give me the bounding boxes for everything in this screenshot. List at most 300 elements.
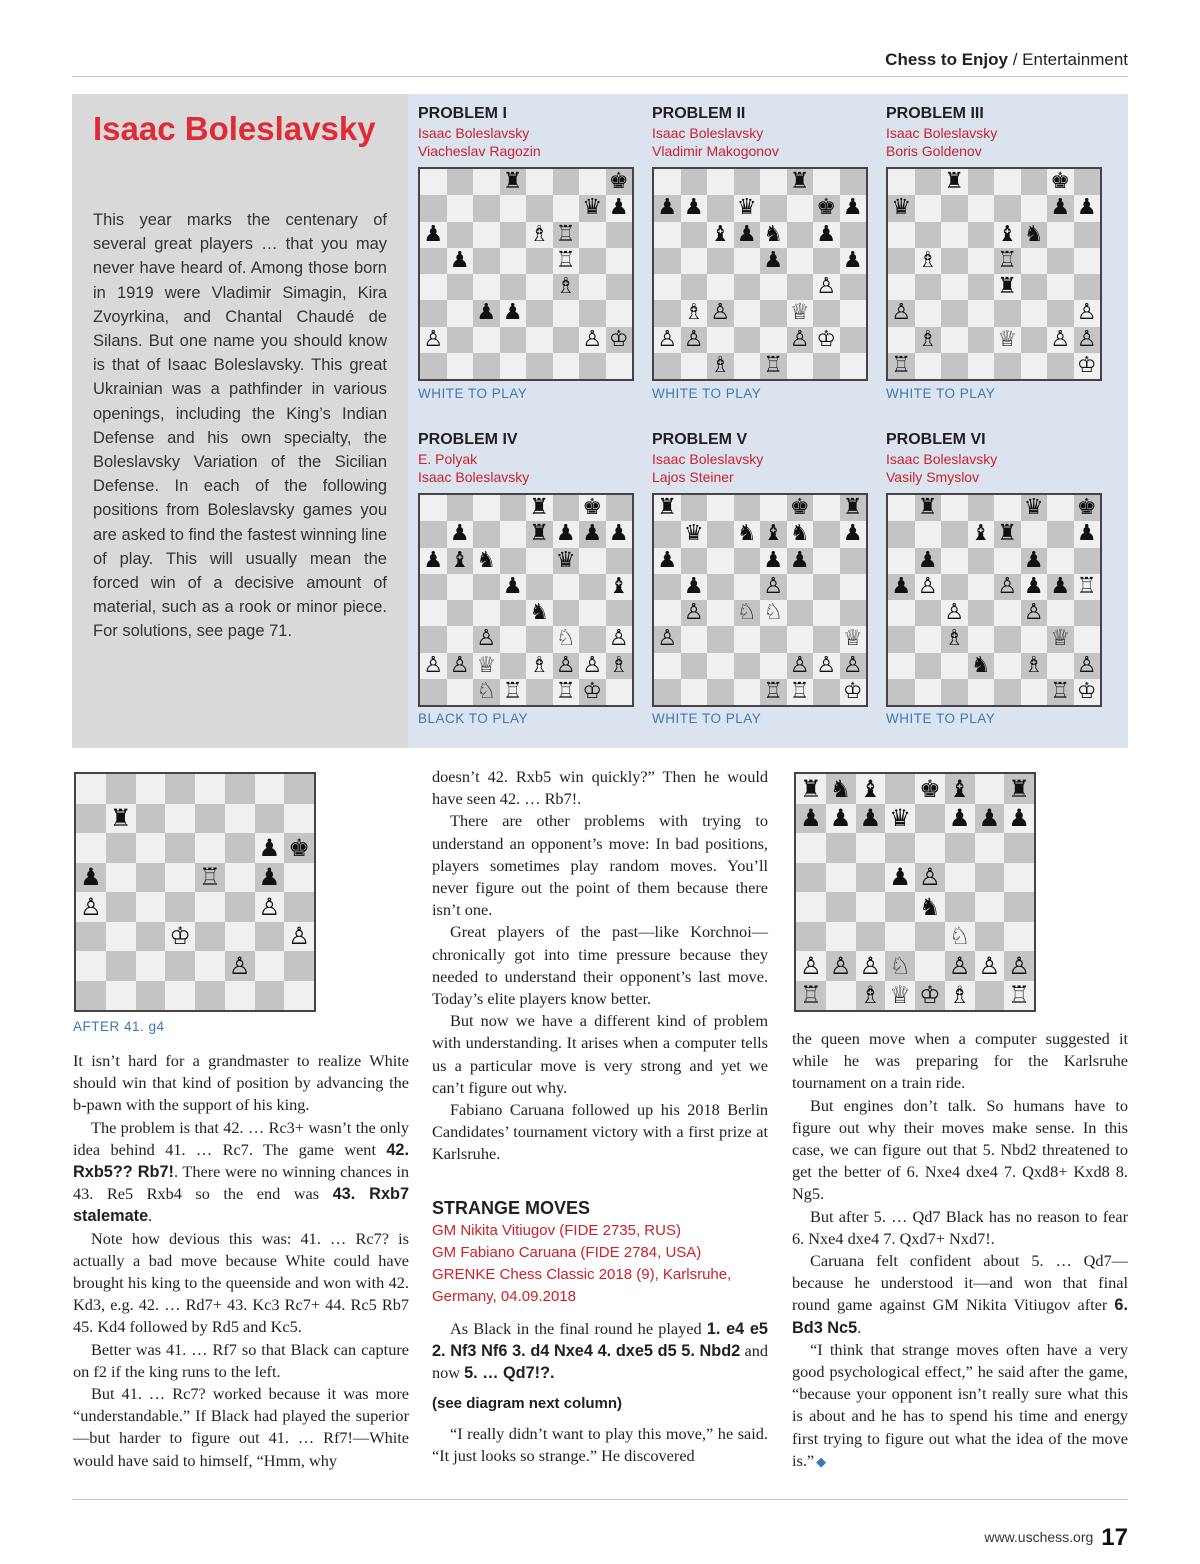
board-square xyxy=(826,951,856,981)
board-square xyxy=(447,248,474,274)
board-square xyxy=(420,574,447,600)
board-square xyxy=(579,679,606,705)
game-white-player: GM Nikita Vitiugov (FIDE 2735, RUS) xyxy=(432,1222,681,1239)
board-square xyxy=(1047,600,1074,626)
board-square xyxy=(654,222,681,248)
board-square xyxy=(975,981,1005,1011)
section-heading: STRANGE MOVES xyxy=(432,1198,591,1218)
black-rook-icon: ♜ xyxy=(800,774,822,803)
board-square xyxy=(968,300,995,326)
board-square xyxy=(968,495,995,521)
board-square xyxy=(1047,653,1074,679)
board-square xyxy=(225,774,255,804)
board-square xyxy=(813,521,840,547)
black-pawn-icon: ♟ xyxy=(657,547,678,573)
white-pawn-icon: ♙ xyxy=(919,863,941,892)
board-square xyxy=(654,653,681,679)
board-square xyxy=(106,892,136,922)
board-square xyxy=(473,327,500,353)
white-pawn-icon: ♙ xyxy=(1050,326,1071,352)
white-bishop-icon: ♗ xyxy=(917,247,938,273)
to-play-caption: BLACK TO PLAY xyxy=(418,711,529,726)
black-pawn-icon: ♟ xyxy=(891,573,912,599)
white-queen-icon: ♕ xyxy=(1050,626,1071,652)
board-square xyxy=(1074,248,1101,274)
white-knight-icon: ♘ xyxy=(889,951,911,980)
board-square xyxy=(165,833,195,863)
to-play-caption: WHITE TO PLAY xyxy=(886,711,996,726)
board-square xyxy=(654,353,681,379)
board-square xyxy=(915,863,945,893)
board-square xyxy=(606,679,633,705)
white-pawn-icon: ♙ xyxy=(789,326,810,352)
board-square xyxy=(579,353,606,379)
board-square xyxy=(840,626,867,652)
board-square xyxy=(526,327,553,353)
board-square xyxy=(681,653,708,679)
white-pawn-icon: ♙ xyxy=(683,326,704,352)
board-square xyxy=(553,495,580,521)
black-pawn-icon: ♟ xyxy=(789,547,810,573)
board-square xyxy=(447,195,474,221)
board-square xyxy=(840,653,867,679)
board-square xyxy=(165,804,195,834)
board-square xyxy=(888,521,915,547)
white-pawn-icon: ♙ xyxy=(1076,326,1097,352)
paragraph: “I really didn’t want to play this move,” he said. “It just looks so strange.” He discovered xyxy=(432,1423,768,1466)
board-square xyxy=(526,679,553,705)
board-square xyxy=(420,169,447,195)
board-square xyxy=(734,548,761,574)
board-square xyxy=(284,981,314,1011)
section-name: Entertainment xyxy=(1022,50,1128,69)
board-square xyxy=(1074,574,1101,600)
board-square xyxy=(136,981,166,1011)
board-square xyxy=(840,327,867,353)
board-square xyxy=(885,774,915,804)
to-play-caption: WHITE TO PLAY xyxy=(886,386,996,401)
board-square xyxy=(787,600,814,626)
chess-board-problem-2 xyxy=(652,167,868,381)
board-square xyxy=(787,222,814,248)
black-pawn-icon: ♟ xyxy=(657,195,678,221)
black-knight-icon: ♞ xyxy=(789,521,810,547)
board-square xyxy=(681,300,708,326)
board-square xyxy=(888,495,915,521)
board-square xyxy=(473,626,500,652)
board-square xyxy=(500,653,527,679)
black-king-icon: ♚ xyxy=(288,833,310,862)
board-square xyxy=(994,626,1021,652)
board-square xyxy=(840,600,867,626)
board-square xyxy=(606,495,633,521)
board-square xyxy=(941,679,968,705)
board-square xyxy=(526,548,553,574)
black-pawn-icon: ♟ xyxy=(859,804,882,833)
move-text: 43. Rxb7 stalemate xyxy=(73,1185,409,1226)
white-rook-icon: ♖ xyxy=(997,247,1018,273)
board-square xyxy=(420,626,447,652)
board-square xyxy=(1047,248,1074,274)
board-square xyxy=(707,679,734,705)
black-rook-icon: ♜ xyxy=(529,521,550,547)
board-square xyxy=(681,548,708,574)
board-square xyxy=(606,600,633,626)
board-square xyxy=(195,951,225,981)
chess-board-problem-3 xyxy=(886,167,1102,381)
board-square xyxy=(255,774,285,804)
board-square xyxy=(1074,300,1101,326)
board-square xyxy=(760,521,787,547)
board-square xyxy=(968,327,995,353)
board-square xyxy=(106,833,136,863)
board-square xyxy=(165,892,195,922)
white-pawn-icon: ♙ xyxy=(842,652,863,678)
board-square xyxy=(941,248,968,274)
board-square xyxy=(447,653,474,679)
chess-board-after-41-g4 xyxy=(74,772,316,1012)
board-square xyxy=(734,248,761,274)
white-pawn-icon: ♙ xyxy=(288,922,310,951)
board-square xyxy=(796,833,826,863)
board-square xyxy=(994,521,1021,547)
board-square xyxy=(796,804,826,834)
black-pawn-icon: ♟ xyxy=(683,195,704,221)
board-square xyxy=(975,774,1005,804)
diagram-caption: AFTER 41. g4 xyxy=(73,1019,165,1034)
white-pawn-icon: ♙ xyxy=(763,573,784,599)
board-square xyxy=(707,222,734,248)
board-square xyxy=(707,653,734,679)
board-square xyxy=(760,600,787,626)
black-rook-icon: ♜ xyxy=(944,169,965,195)
white-bishop-icon: ♗ xyxy=(917,326,938,352)
black-knight-icon: ♞ xyxy=(736,521,757,547)
black-pawn-icon: ♟ xyxy=(948,804,971,833)
board-square xyxy=(447,495,474,521)
board-square xyxy=(787,548,814,574)
board-square xyxy=(606,274,633,300)
board-square xyxy=(654,626,681,652)
board-square xyxy=(654,327,681,353)
black-pawn-icon: ♟ xyxy=(763,247,784,273)
white-pawn-icon: ♙ xyxy=(608,626,629,652)
board-square xyxy=(654,548,681,574)
paragraph: Better was 41. … Rf7 so that Black can capture on f2 if the king runs to the left. xyxy=(73,1339,409,1381)
board-square xyxy=(526,248,553,274)
board-square xyxy=(994,195,1021,221)
paragraph: But after 5. … Qd7 Black has no reason to fear 6. Nxe4 dxe4 7. Qxd7+ Nxd7!. xyxy=(792,1206,1128,1248)
board-square xyxy=(1074,274,1101,300)
board-square xyxy=(1021,495,1048,521)
board-square xyxy=(941,195,968,221)
board-square xyxy=(707,327,734,353)
board-square xyxy=(284,804,314,834)
problem-title: PROBLEM IV xyxy=(418,431,518,448)
board-square xyxy=(606,327,633,353)
white-queen-icon: ♕ xyxy=(842,626,863,652)
board-square xyxy=(1047,548,1074,574)
board-square xyxy=(968,653,995,679)
black-bishop-icon: ♝ xyxy=(948,774,971,803)
board-square xyxy=(826,981,856,1011)
white-rook-icon: ♖ xyxy=(763,352,784,378)
black-knight-icon: ♞ xyxy=(1023,221,1044,247)
white-bishop-icon: ♗ xyxy=(710,352,731,378)
problem-6 xyxy=(886,430,1106,486)
board-square xyxy=(681,495,708,521)
board-square xyxy=(734,353,761,379)
board-square xyxy=(1074,169,1101,195)
board-square xyxy=(994,495,1021,521)
board-square xyxy=(760,222,787,248)
board-square xyxy=(553,327,580,353)
black-pawn-icon: ♟ xyxy=(1023,573,1044,599)
black-queen-icon: ♛ xyxy=(683,521,704,547)
board-square xyxy=(255,804,285,834)
text-run: As Black in the final round he played xyxy=(450,1319,707,1338)
white-player: Isaac Boleslavsky xyxy=(886,125,998,141)
board-square xyxy=(885,922,915,952)
board-square xyxy=(840,679,867,705)
board-square xyxy=(420,300,447,326)
board-square xyxy=(1074,600,1101,626)
board-square xyxy=(915,300,942,326)
paragraph: It isn’t hard for a grandmaster to realize White should win that kind of position by advancing the b-pawn with the support of his king. xyxy=(73,1051,409,1115)
board-square xyxy=(813,195,840,221)
board-square xyxy=(1074,222,1101,248)
white-pawn-icon: ♙ xyxy=(948,951,971,980)
black-pawn-icon: ♟ xyxy=(449,247,470,273)
board-square xyxy=(473,548,500,574)
black-pawn-icon: ♟ xyxy=(1050,573,1071,599)
board-square xyxy=(106,922,136,952)
board-square xyxy=(1004,981,1034,1011)
board-square xyxy=(734,600,761,626)
board-square xyxy=(1004,863,1034,893)
column-3-text xyxy=(792,1028,1128,1474)
black-player: Lajos Steiner xyxy=(652,469,734,485)
board-square xyxy=(526,574,553,600)
text-run: Caruana felt confident about 5. … Qd7—because he understood it—and won that final round game against GM Nikita Vitiugov after xyxy=(792,1251,1128,1315)
paragraph: But 41. … Rc7? worked because it was more “understandable.” If Black had played the superior—but harder to figure out 41. … Rf7!—White would have said to himself, “Hmm, why xyxy=(73,1384,409,1470)
board-square xyxy=(284,951,314,981)
board-square xyxy=(968,574,995,600)
board-square xyxy=(553,521,580,547)
board-square xyxy=(994,653,1021,679)
board-square xyxy=(885,951,915,981)
board-square xyxy=(1004,892,1034,922)
board-square xyxy=(915,327,942,353)
board-square xyxy=(968,521,995,547)
problem-1 xyxy=(418,104,638,160)
board-square xyxy=(654,300,681,326)
black-king-icon: ♚ xyxy=(919,774,941,803)
white-pawn-icon: ♙ xyxy=(1023,600,1044,626)
white-pawn-icon: ♙ xyxy=(449,652,470,678)
text-run: “I think that strange moves often have a very good psychological effect,” he said after the game, “because your opponent isn’t really sure what this is about and he has to spend his time and energy first trying to figure out what the idea of the move is.” xyxy=(792,1339,1128,1470)
board-square xyxy=(787,274,814,300)
board-square xyxy=(888,195,915,221)
board-square xyxy=(734,169,761,195)
board-square xyxy=(195,863,225,893)
board-square xyxy=(255,833,285,863)
board-square xyxy=(606,222,633,248)
board-square xyxy=(885,892,915,922)
board-square xyxy=(473,248,500,274)
black-queen-icon: ♛ xyxy=(1023,495,1044,521)
board-square xyxy=(760,300,787,326)
board-square xyxy=(606,353,633,379)
board-square xyxy=(654,574,681,600)
board-square xyxy=(840,521,867,547)
black-knight-icon: ♞ xyxy=(529,600,550,626)
board-square xyxy=(945,863,975,893)
board-square xyxy=(856,981,886,1011)
board-square xyxy=(654,679,681,705)
white-pawn-icon: ♙ xyxy=(800,951,822,980)
board-square xyxy=(553,653,580,679)
board-square xyxy=(915,274,942,300)
white-rook-icon: ♖ xyxy=(789,678,810,704)
black-bishop-icon: ♝ xyxy=(970,521,991,547)
board-square xyxy=(915,248,942,274)
magazine-name: Chess to Enjoy xyxy=(885,50,1008,69)
board-square xyxy=(553,300,580,326)
board-square xyxy=(500,327,527,353)
black-pawn-icon: ♟ xyxy=(258,833,281,862)
board-square xyxy=(707,248,734,274)
white-pawn-icon: ♙ xyxy=(228,951,251,980)
board-square xyxy=(654,195,681,221)
board-square xyxy=(255,981,285,1011)
board-square xyxy=(941,653,968,679)
white-knight-icon: ♘ xyxy=(763,600,784,626)
board-square xyxy=(1047,353,1074,379)
board-square xyxy=(994,300,1021,326)
board-square xyxy=(579,300,606,326)
board-square xyxy=(707,574,734,600)
board-square xyxy=(1074,679,1101,705)
board-square xyxy=(447,300,474,326)
white-rook-icon: ♖ xyxy=(1050,678,1071,704)
board-square xyxy=(707,169,734,195)
white-queen-icon: ♕ xyxy=(789,300,810,326)
board-square xyxy=(681,600,708,626)
board-square xyxy=(915,774,945,804)
board-square xyxy=(813,327,840,353)
problem-title: PROBLEM V xyxy=(652,431,748,448)
board-square xyxy=(1004,833,1034,863)
board-square xyxy=(840,222,867,248)
header-rule xyxy=(72,76,1128,77)
text-run: and now xyxy=(432,1341,768,1383)
board-square xyxy=(994,548,1021,574)
black-pawn-icon: ♟ xyxy=(800,804,822,833)
paragraph xyxy=(432,1318,768,1385)
board-square xyxy=(473,600,500,626)
white-rook-icon: ♖ xyxy=(1008,981,1030,1010)
board-square xyxy=(606,548,633,574)
board-square xyxy=(420,353,447,379)
black-knight-icon: ♞ xyxy=(476,547,497,573)
board-square xyxy=(760,626,787,652)
board-square xyxy=(840,274,867,300)
black-rook-icon: ♜ xyxy=(109,804,132,833)
board-square xyxy=(165,922,195,952)
board-square xyxy=(707,195,734,221)
board-square xyxy=(526,521,553,547)
board-square xyxy=(420,653,447,679)
board-square xyxy=(681,353,708,379)
board-square xyxy=(681,248,708,274)
paragraph: There are other problems with trying to understand an opponent’s move: In bad positions, players sometimes play random moves. You’ll never figure out the point of them because there isn’t one. xyxy=(432,811,768,920)
page-footer xyxy=(984,1524,1128,1552)
board-square xyxy=(941,548,968,574)
board-square xyxy=(420,600,447,626)
black-king-icon: ♚ xyxy=(789,495,810,521)
board-square xyxy=(500,274,527,300)
board-square xyxy=(787,248,814,274)
paragraph xyxy=(73,1117,409,1228)
black-rook-icon: ♜ xyxy=(997,521,1018,547)
board-square xyxy=(225,981,255,1011)
black-pawn-icon: ♟ xyxy=(842,195,863,221)
board-square xyxy=(1021,574,1048,600)
board-square xyxy=(500,679,527,705)
board-square xyxy=(1004,922,1034,952)
white-knight-icon: ♘ xyxy=(948,922,971,951)
board-square xyxy=(1047,222,1074,248)
board-square xyxy=(606,169,633,195)
website-url: www.uschess.org xyxy=(984,1529,1094,1545)
board-square xyxy=(945,833,975,863)
white-pawn-icon: ♙ xyxy=(829,951,852,980)
board-square xyxy=(888,548,915,574)
board-square xyxy=(888,327,915,353)
problems-box xyxy=(72,94,1128,748)
board-square xyxy=(840,574,867,600)
board-square xyxy=(888,574,915,600)
board-square xyxy=(76,922,106,952)
board-square xyxy=(447,548,474,574)
board-square xyxy=(813,353,840,379)
board-square xyxy=(526,653,553,679)
black-player: Vasily Smyslov xyxy=(886,469,980,485)
board-square xyxy=(941,495,968,521)
board-square xyxy=(885,833,915,863)
board-square xyxy=(526,353,553,379)
board-square xyxy=(136,922,166,952)
white-rook-icon: ♖ xyxy=(555,221,576,247)
board-square xyxy=(1021,548,1048,574)
black-pawn-icon: ♟ xyxy=(555,521,576,547)
board-square xyxy=(915,521,942,547)
column-1-text xyxy=(73,1050,409,1472)
black-king-icon: ♚ xyxy=(608,169,629,195)
board-square xyxy=(787,626,814,652)
board-square xyxy=(1021,353,1048,379)
white-pawn-icon: ♙ xyxy=(997,573,1018,599)
board-square xyxy=(796,981,826,1011)
board-square xyxy=(553,222,580,248)
board-square xyxy=(284,774,314,804)
board-square xyxy=(941,274,968,300)
chess-board-problem-4 xyxy=(418,493,634,707)
board-square xyxy=(681,222,708,248)
board-square xyxy=(420,222,447,248)
board-square xyxy=(1074,353,1101,379)
